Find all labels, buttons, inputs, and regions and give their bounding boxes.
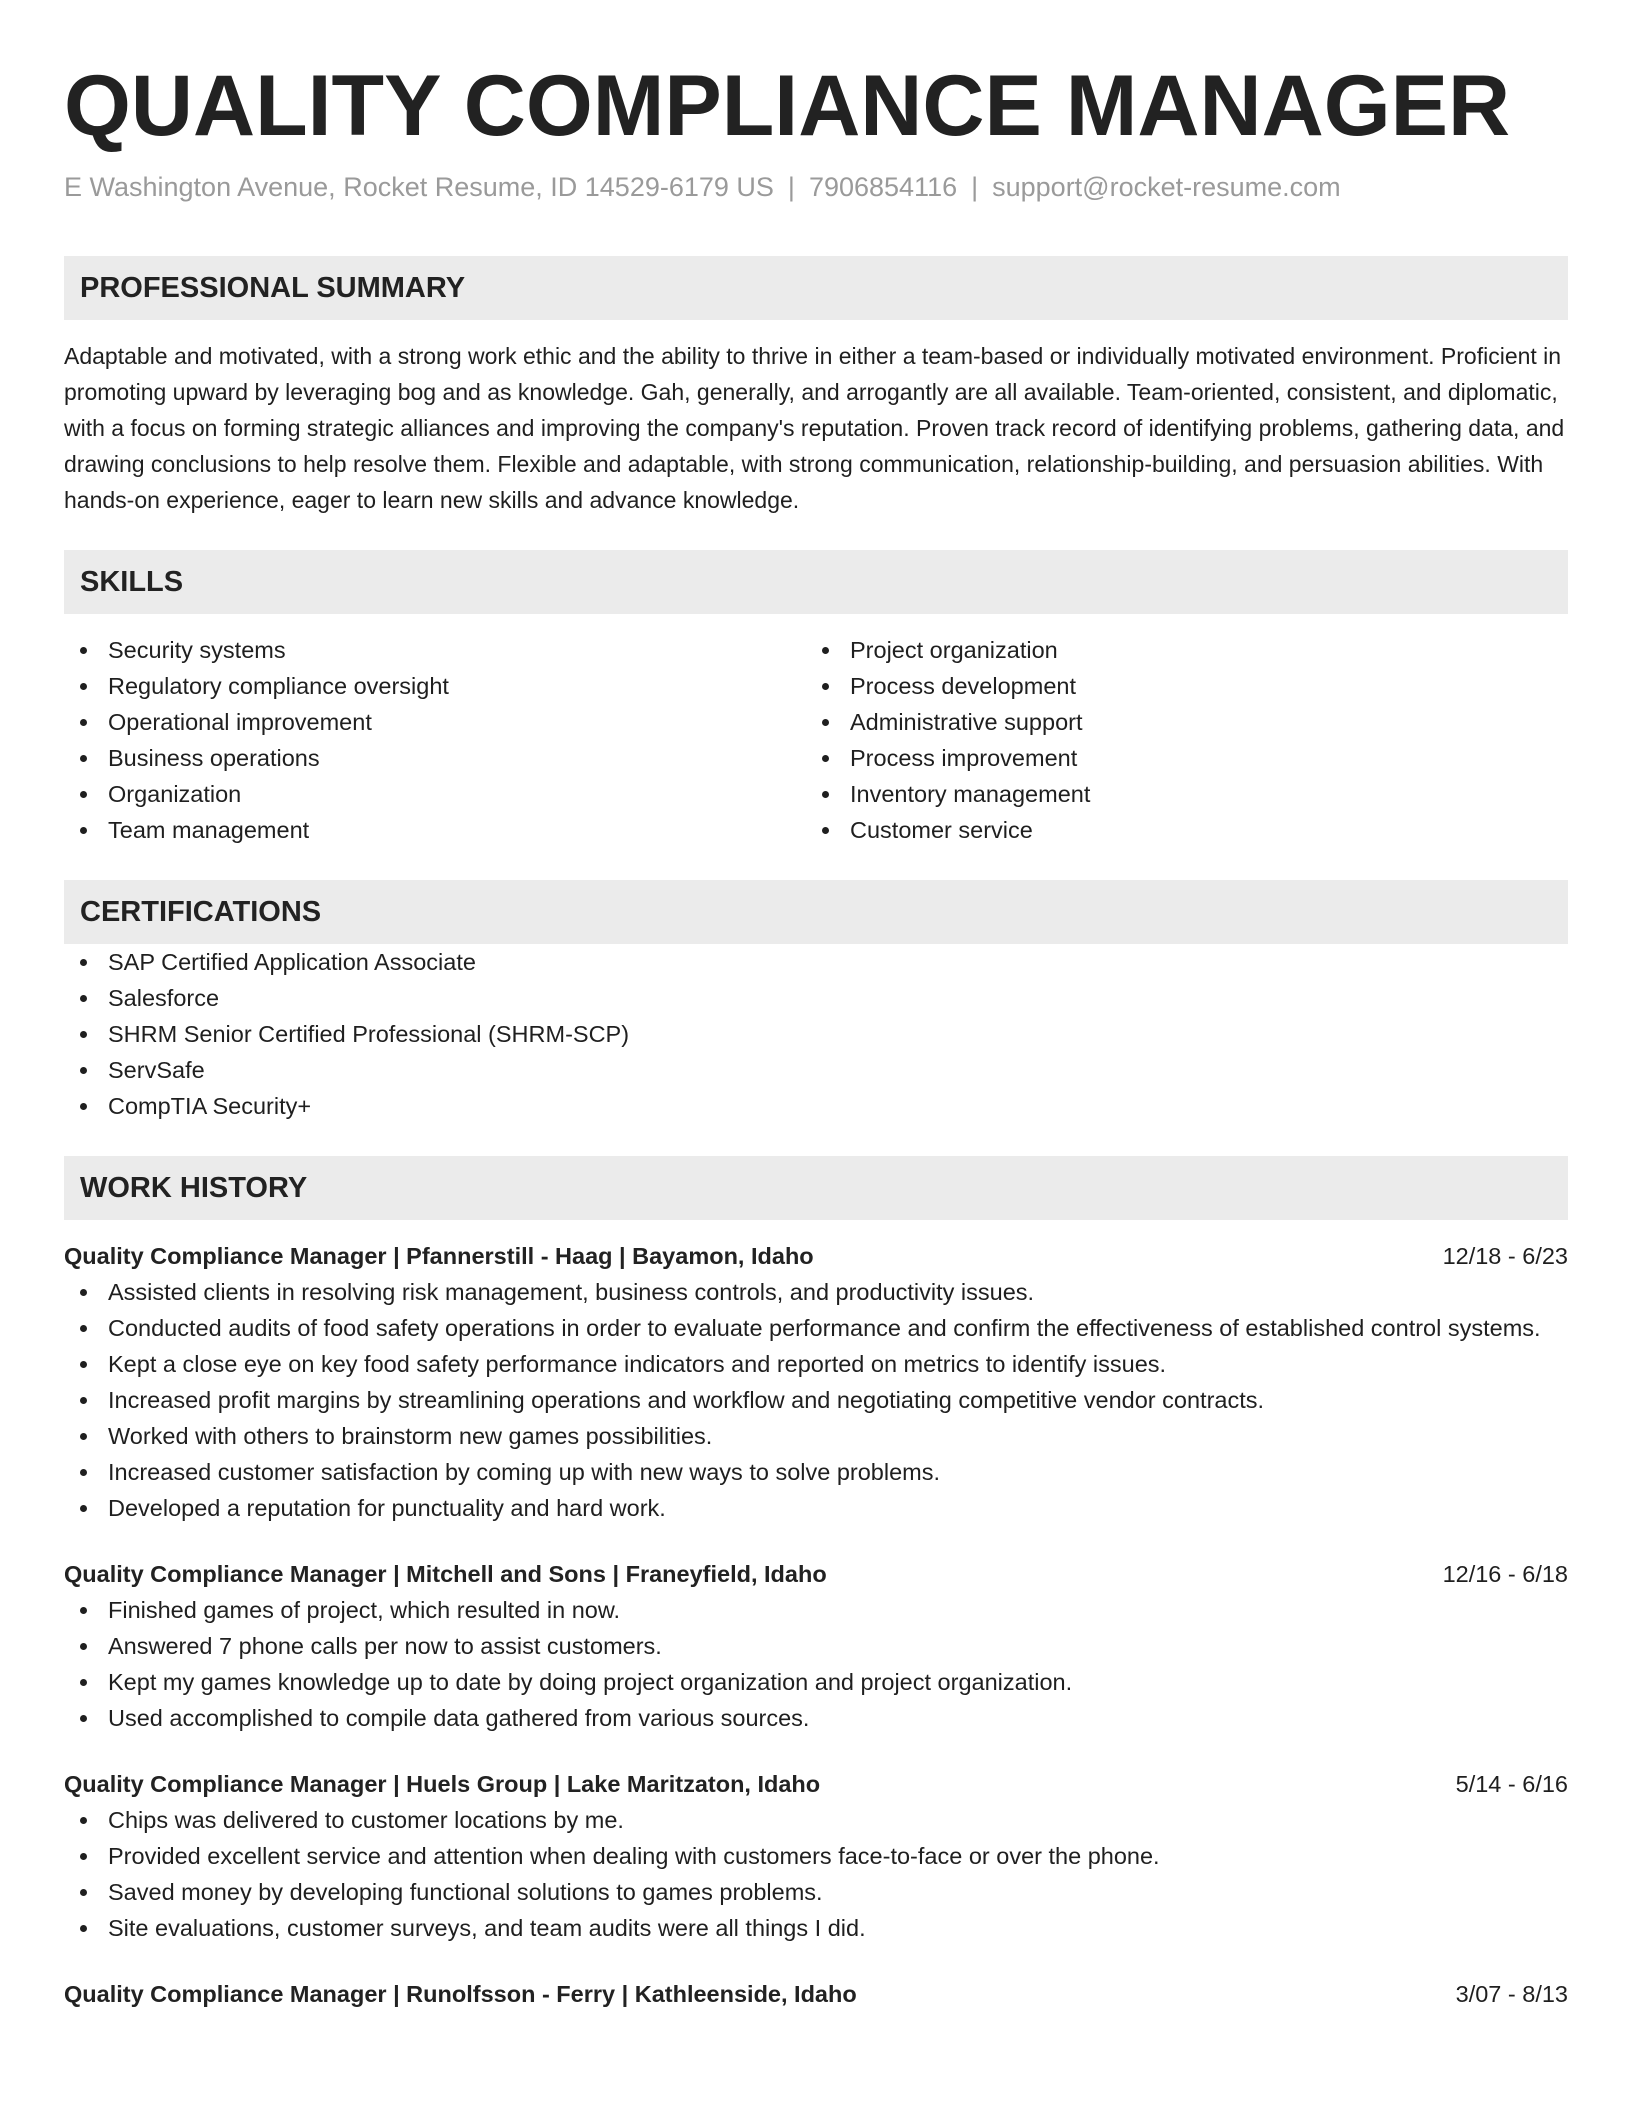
job-bullet: Used accomplished to compile data gathered from various sources. [64, 1700, 1568, 1736]
section-heading-skills: SKILLS [64, 550, 1568, 614]
job-entry [64, 1556, 1568, 1736]
job-dates: 12/18 - 6/23 [1442, 1243, 1568, 1269]
certification-item: ServSafe [64, 1052, 1568, 1088]
skill-item: Project organization [806, 632, 1548, 668]
section-heading-certifications: CERTIFICATIONS [64, 880, 1568, 944]
contact-address: E Washington Avenue, Rocket Resume, ID 14529-6179 US [64, 172, 774, 202]
job-bullet: Worked with others to brainstorm new games possibilities. [64, 1418, 1568, 1454]
resume-page [64, 0, 1568, 2012]
certification-item: Salesforce [64, 980, 1568, 1016]
job-bullet: Kept my games knowledge up to date by doing project organization and project organization. [64, 1664, 1568, 1700]
job-header [64, 1238, 1568, 1274]
skill-item: Administrative support [806, 704, 1548, 740]
skill-item: Process development [806, 668, 1548, 704]
job-bullet: Developed a reputation for punctuality and hard work. [64, 1490, 1568, 1526]
skill-item: Customer service [806, 812, 1548, 848]
section-heading-work-history: WORK HISTORY [64, 1156, 1568, 1220]
certifications-list [64, 944, 1568, 1124]
section-heading-summary: PROFESSIONAL SUMMARY [64, 256, 1568, 320]
skills-column-right [806, 632, 1548, 848]
contact-separator: | [787, 172, 795, 202]
skill-item: Operational improvement [64, 704, 806, 740]
job-bullet: Finished games of project, which resulted in now. [64, 1592, 1568, 1628]
job-title: Quality Compliance Manager | Mitchell and Sons | Franeyfield, Idaho [64, 1561, 827, 1587]
job-bullets [64, 1802, 1568, 1946]
contact-line [64, 170, 1568, 204]
job-bullet: Answered 7 phone calls per now to assist customers. [64, 1628, 1568, 1664]
resume-name: QUALITY COMPLIANCE MANAGER [64, 58, 1511, 154]
job-bullet: Increased profit margins by streamlining operations and workflow and negotiating competitive vendor contracts. [64, 1382, 1568, 1418]
job-bullets [64, 1274, 1568, 1526]
skill-item: Inventory management [806, 776, 1548, 812]
job-entry [64, 1976, 1568, 2012]
job-entry [64, 1766, 1568, 1946]
job-bullet: Conducted audits of food safety operations in order to evaluate performance and confirm the effectiveness of established control systems. [64, 1310, 1568, 1346]
job-title: Quality Compliance Manager | Huels Group | Lake Maritzaton, Idaho [64, 1771, 821, 1797]
summary-text: Adaptable and motivated, with a strong work ethic and the ability to thrive in either a team-based or individually motivated environment. Proficient in promoting upward by leveraging bog and as knowledge. Gah, generally, and arrogantly are all available. Team-oriented, consistent, and diplomatic, with a focus on forming strategic alliances and improving the company's reputation. Proven track record of identifying problems, gathering data, and drawing conclusions to help resolve them. Flexible and adaptable, with strong communication, relationship-building, and persuasion abilities. With hands-on experience, eager to learn new skills and advance knowledge. [64, 343, 1565, 513]
job-title: Quality Compliance Manager | Pfannerstill - Haag | Bayamon, Idaho [64, 1243, 814, 1269]
skill-item: Team management [64, 812, 806, 848]
skills-column-left [64, 632, 806, 848]
contact-email: support@rocket-resume.com [992, 172, 1341, 202]
certification-item: SAP Certified Application Associate [64, 944, 1568, 980]
skill-item: Regulatory compliance oversight [64, 668, 806, 704]
job-dates: 3/07 - 8/13 [1455, 1981, 1568, 2007]
contact-phone: 7906854116 [808, 172, 958, 202]
contact-separator: | [971, 172, 979, 202]
job-bullet: Site evaluations, customer surveys, and team audits were all things I did. [64, 1910, 1568, 1946]
skills-list-right [806, 632, 1548, 848]
skills-list-left [64, 632, 806, 848]
job-dates: 12/16 - 6/18 [1442, 1561, 1568, 1587]
skill-item: Security systems [64, 632, 806, 668]
certification-item: CompTIA Security+ [64, 1088, 1568, 1124]
certification-item: SHRM Senior Certified Professional (SHRM-SCP) [64, 1016, 1568, 1052]
job-title: Quality Compliance Manager | Runolfsson - Ferry | Kathleenside, Idaho [64, 1981, 857, 2007]
job-bullets [64, 1592, 1568, 1736]
job-entry [64, 1238, 1568, 1526]
skill-item: Process improvement [806, 740, 1548, 776]
job-bullet: Provided excellent service and attention when dealing with customers face-to-face or over the phone. [64, 1838, 1568, 1874]
job-header [64, 1976, 1568, 2012]
skills-grid [64, 632, 1568, 848]
job-header [64, 1556, 1568, 1592]
skill-item: Business operations [64, 740, 806, 776]
job-bullet: Saved money by developing functional solutions to games problems. [64, 1874, 1568, 1910]
job-dates: 5/14 - 6/16 [1455, 1771, 1568, 1797]
job-header [64, 1766, 1568, 1802]
job-bullet: Kept a close eye on key food safety performance indicators and reported on metrics to identify issues. [64, 1346, 1568, 1382]
job-bullet: Increased customer satisfaction by coming up with new ways to solve problems. [64, 1454, 1568, 1490]
job-bullet: Assisted clients in resolving risk management, business controls, and productivity issues. [64, 1274, 1568, 1310]
job-bullet: Chips was delivered to customer locations by me. [64, 1802, 1568, 1838]
skill-item: Organization [64, 776, 806, 812]
